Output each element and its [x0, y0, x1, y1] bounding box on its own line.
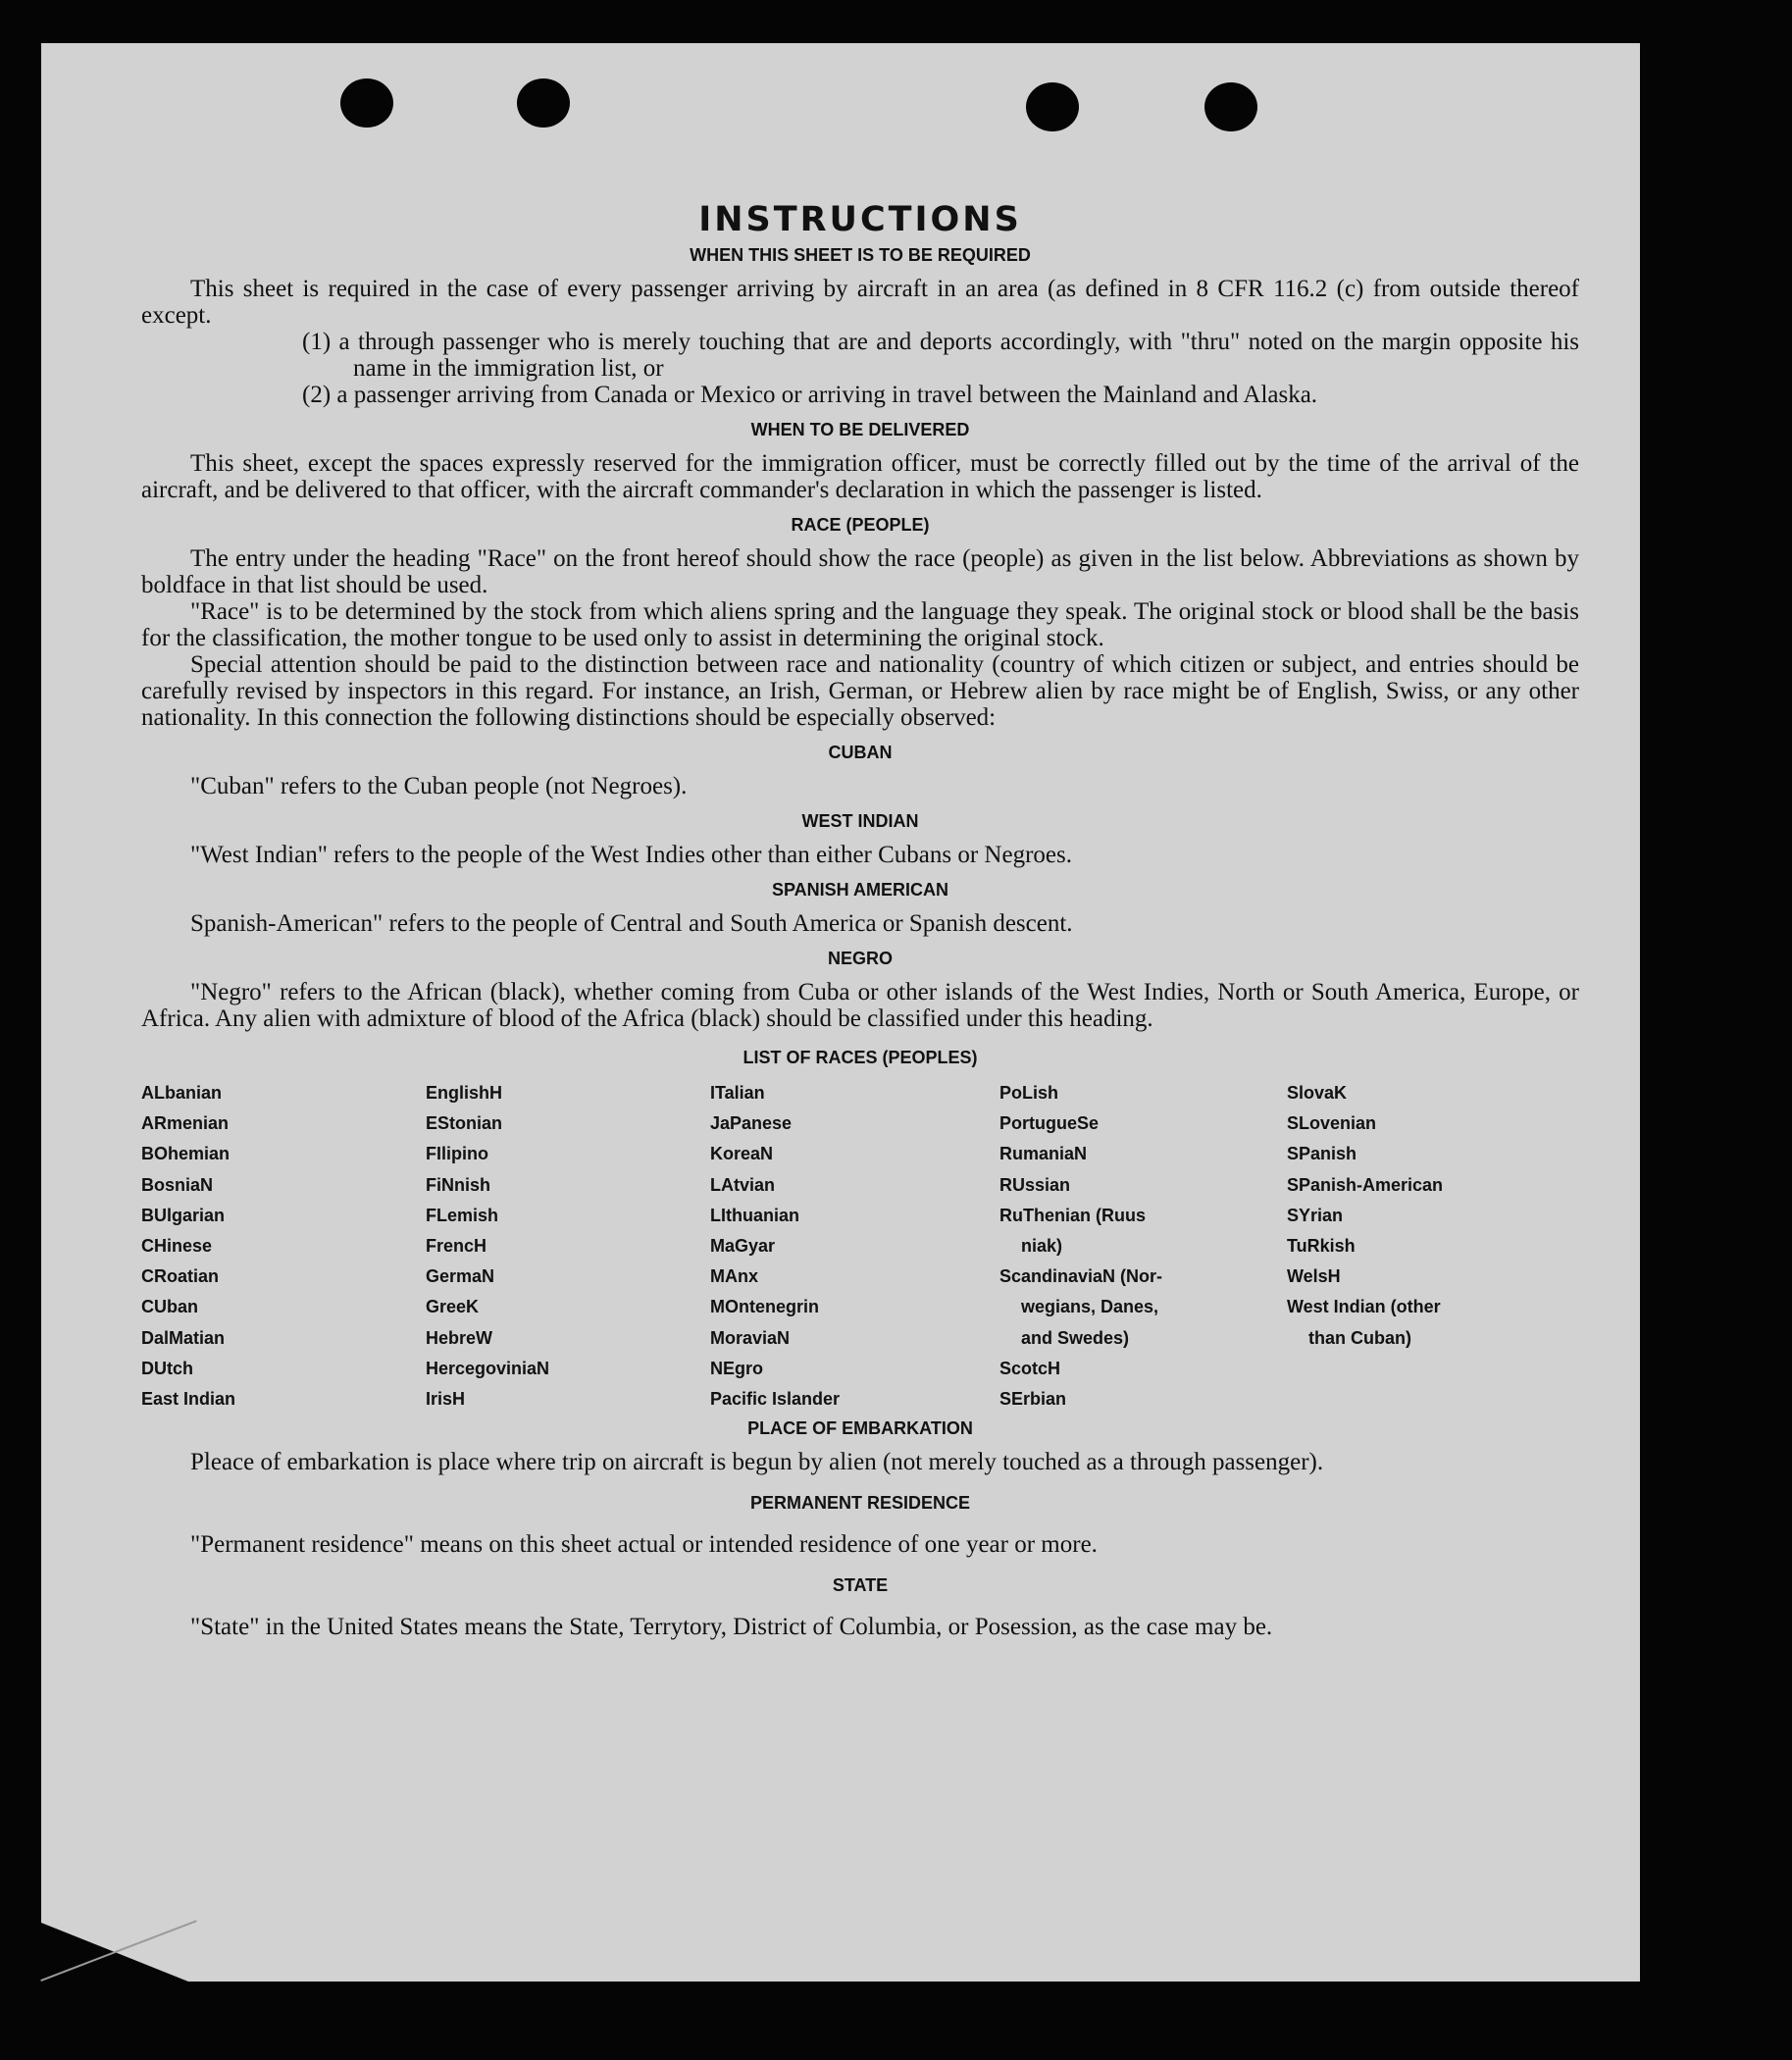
race-entry: EStonian — [426, 1113, 503, 1134]
race-paragraph-3: Special attention should be paid to the distinction between race and nationality (country of which citizen or subject, and entries should be carefully revised by inspectors in this regard. For instance, an Irish, German, or Hebrew alien by race might be of English, Swiss, or any other nationality. In this connection the following distinctions should be especially observed: — [141, 651, 1579, 731]
race-entry: FiNnish — [426, 1174, 490, 1195]
heading-spanish-american: SPANISH AMERICAN — [771, 880, 948, 900]
race-entry: ScotcH — [999, 1358, 1061, 1378]
punch-hole — [517, 78, 570, 128]
race-entry: MOntenegrin — [710, 1297, 819, 1317]
punch-hole — [340, 78, 393, 128]
race-entry: DalMatian — [141, 1327, 226, 1348]
race-entry: KoreaN — [710, 1144, 774, 1164]
race-entry: niak) — [1021, 1236, 1063, 1257]
race-entry: LAtvian — [710, 1174, 776, 1195]
race-entry: CRoatian — [141, 1266, 220, 1287]
race-entry: SErbian — [999, 1389, 1067, 1410]
heading-negro: NEGRO — [827, 949, 893, 968]
race-entry: East Indian — [141, 1389, 236, 1410]
race-entry: FLemish — [426, 1205, 499, 1225]
race-entry: than Cuban) — [1308, 1327, 1411, 1348]
race-entry: ScandinaviaN (Nor- — [999, 1266, 1163, 1287]
race-entry: RumaniaN — [999, 1144, 1088, 1164]
race-entry: IrisH — [426, 1389, 466, 1410]
race-entry: HercegoviniaN — [426, 1358, 550, 1378]
negro-text: "Negro" refers to the African (black), whether coming from Cuba or other islands of the West Indies, North or South America, Europe, or Africa. Any alien with admixture of blood of the Africa (black) should be classified under this heading. — [141, 979, 1579, 1032]
race-entry: LIthuanian — [710, 1205, 799, 1225]
when-delivered-text: This sheet, except the spaces expressly reserved for the immigration officer, must be correctly filled out by the time of the arrival of the aircraft, and be delivered to that officer, with the aircraft commander's declaration in which the passenger is listed. — [141, 450, 1579, 503]
heading-when-delivered: WHEN TO BE DELIVERED — [750, 420, 970, 439]
race-entry: GreeK — [426, 1297, 480, 1317]
race-paragraph-2: "Race" is to be determined by the stock from which aliens spring and the language they speak. The original stock or blood shall be the basis for the classification, the mother tongue to be used only to assist in determining the original stock. — [141, 598, 1579, 651]
state-text: "State" in the United States means the State, Terrytory, District of Columbia, or Posession, as the case may be. — [190, 1614, 1273, 1641]
instructions-content — [141, 200, 1579, 1640]
heading-state: STATE — [832, 1575, 889, 1596]
race-entry: MaGyar — [710, 1236, 776, 1257]
document-page — [41, 43, 1640, 1982]
heading-list-of-races: LIST OF RACES (PEOPLES) — [742, 1048, 978, 1067]
race-entry: BUlgarian — [141, 1205, 226, 1225]
race-entry: Pacific Islander — [710, 1389, 841, 1410]
when-required-text: This sheet is required in the case of every passenger arriving by aircraft in an area (as defined in 8 CFR 116.2 (c) from outside thereof except. — [141, 276, 1579, 329]
heading-when-required: WHEN THIS SHEET IS TO BE REQUIRED — [690, 245, 1031, 265]
heading-embarkation: PLACE OF EMBARKATION — [747, 1418, 973, 1439]
race-entry: ITalian — [710, 1083, 765, 1103]
cuban-text: "Cuban" refers to the Cuban people (not Negroes). — [190, 773, 688, 799]
race-entry: CUban — [141, 1297, 198, 1317]
race-entry: West Indian (other — [1287, 1297, 1441, 1317]
page-title: INSTRUCTIONS — [698, 200, 1022, 239]
race-entry: NEgro — [710, 1358, 763, 1378]
race-entry: DUtch — [141, 1358, 193, 1378]
race-paragraph-1: The entry under the heading "Race" on the front hereof should show the race (people) as given in the list below. Abbreviations as shown by boldface in that list should be used. — [141, 545, 1579, 598]
race-entry: SPanish — [1287, 1144, 1357, 1164]
race-entry: RuThenian (Ruus — [999, 1205, 1146, 1225]
race-column-2 — [426, 1078, 710, 1415]
race-column-5 — [1287, 1078, 1552, 1415]
race-entry: SlovaK — [1287, 1083, 1348, 1103]
exception-item-1: (1) a through passenger who is merely touching that are and deports accordingly, with "thru" noted on the margin opposite his name in the immigration list, or — [302, 329, 1579, 382]
punch-hole — [1204, 82, 1257, 131]
race-entry: BOhemian — [141, 1144, 230, 1164]
west-indian-text: "West Indian" refers to the people of the West Indies other than either Cubans or Negroes. — [190, 842, 1072, 868]
race-entry: BosniaN — [141, 1174, 214, 1195]
race-entry: CHinese — [141, 1236, 213, 1257]
race-entry: SYrian — [1287, 1205, 1344, 1225]
race-entry: MAnx — [710, 1266, 758, 1287]
race-entry: HebreW — [426, 1327, 493, 1348]
race-entry: wegians, Danes, — [1021, 1297, 1159, 1317]
race-entry: WelsH — [1287, 1266, 1341, 1287]
heading-race: RACE (PEOPLE) — [791, 515, 930, 535]
residence-text: "Permanent residence" means on this sheet actual or intended residence of one year or more. — [190, 1531, 1098, 1559]
race-entry: PoLish — [999, 1083, 1059, 1103]
race-entry: FIlipino — [426, 1144, 488, 1164]
race-entry: TuRkish — [1287, 1236, 1356, 1257]
race-entry: GermaN — [426, 1266, 495, 1287]
embarkation-text: Pleace of embarkation is place where trip on aircraft is begun by alien (not merely touched as a through passenger). — [190, 1449, 1324, 1476]
punch-hole — [1026, 82, 1079, 131]
race-entry: SLovenian — [1287, 1113, 1377, 1134]
heading-residence: PERMANENT RESIDENCE — [749, 1493, 971, 1514]
race-column-4 — [999, 1078, 1287, 1415]
race-column-1 — [141, 1078, 426, 1415]
race-entry: EnglishH — [426, 1083, 503, 1103]
heading-west-indian: WEST INDIAN — [801, 811, 919, 831]
race-entry: PortugueSe — [999, 1113, 1100, 1134]
race-entry: and Swedes) — [1021, 1327, 1130, 1348]
race-entry: JaPanese — [710, 1113, 793, 1134]
race-entry: MoraviaN — [710, 1327, 791, 1348]
race-entry: RUssian — [999, 1174, 1071, 1195]
race-entry: ALbanian — [141, 1083, 223, 1103]
spanish-american-text: Spanish-American" refers to the people of Central and South America or Spanish descent. — [190, 910, 1073, 937]
race-entry: SPanish-American — [1287, 1174, 1444, 1195]
race-column-3 — [710, 1078, 999, 1415]
heading-cuban: CUBAN — [828, 743, 893, 762]
exception-item-2: (2) a passenger arriving from Canada or Mexico or arriving in travel between the Mainland and Alaska. — [302, 382, 1318, 408]
race-list — [141, 1078, 1579, 1415]
race-entry: ARmenian — [141, 1113, 230, 1134]
race-entry: FrencH — [426, 1236, 487, 1257]
